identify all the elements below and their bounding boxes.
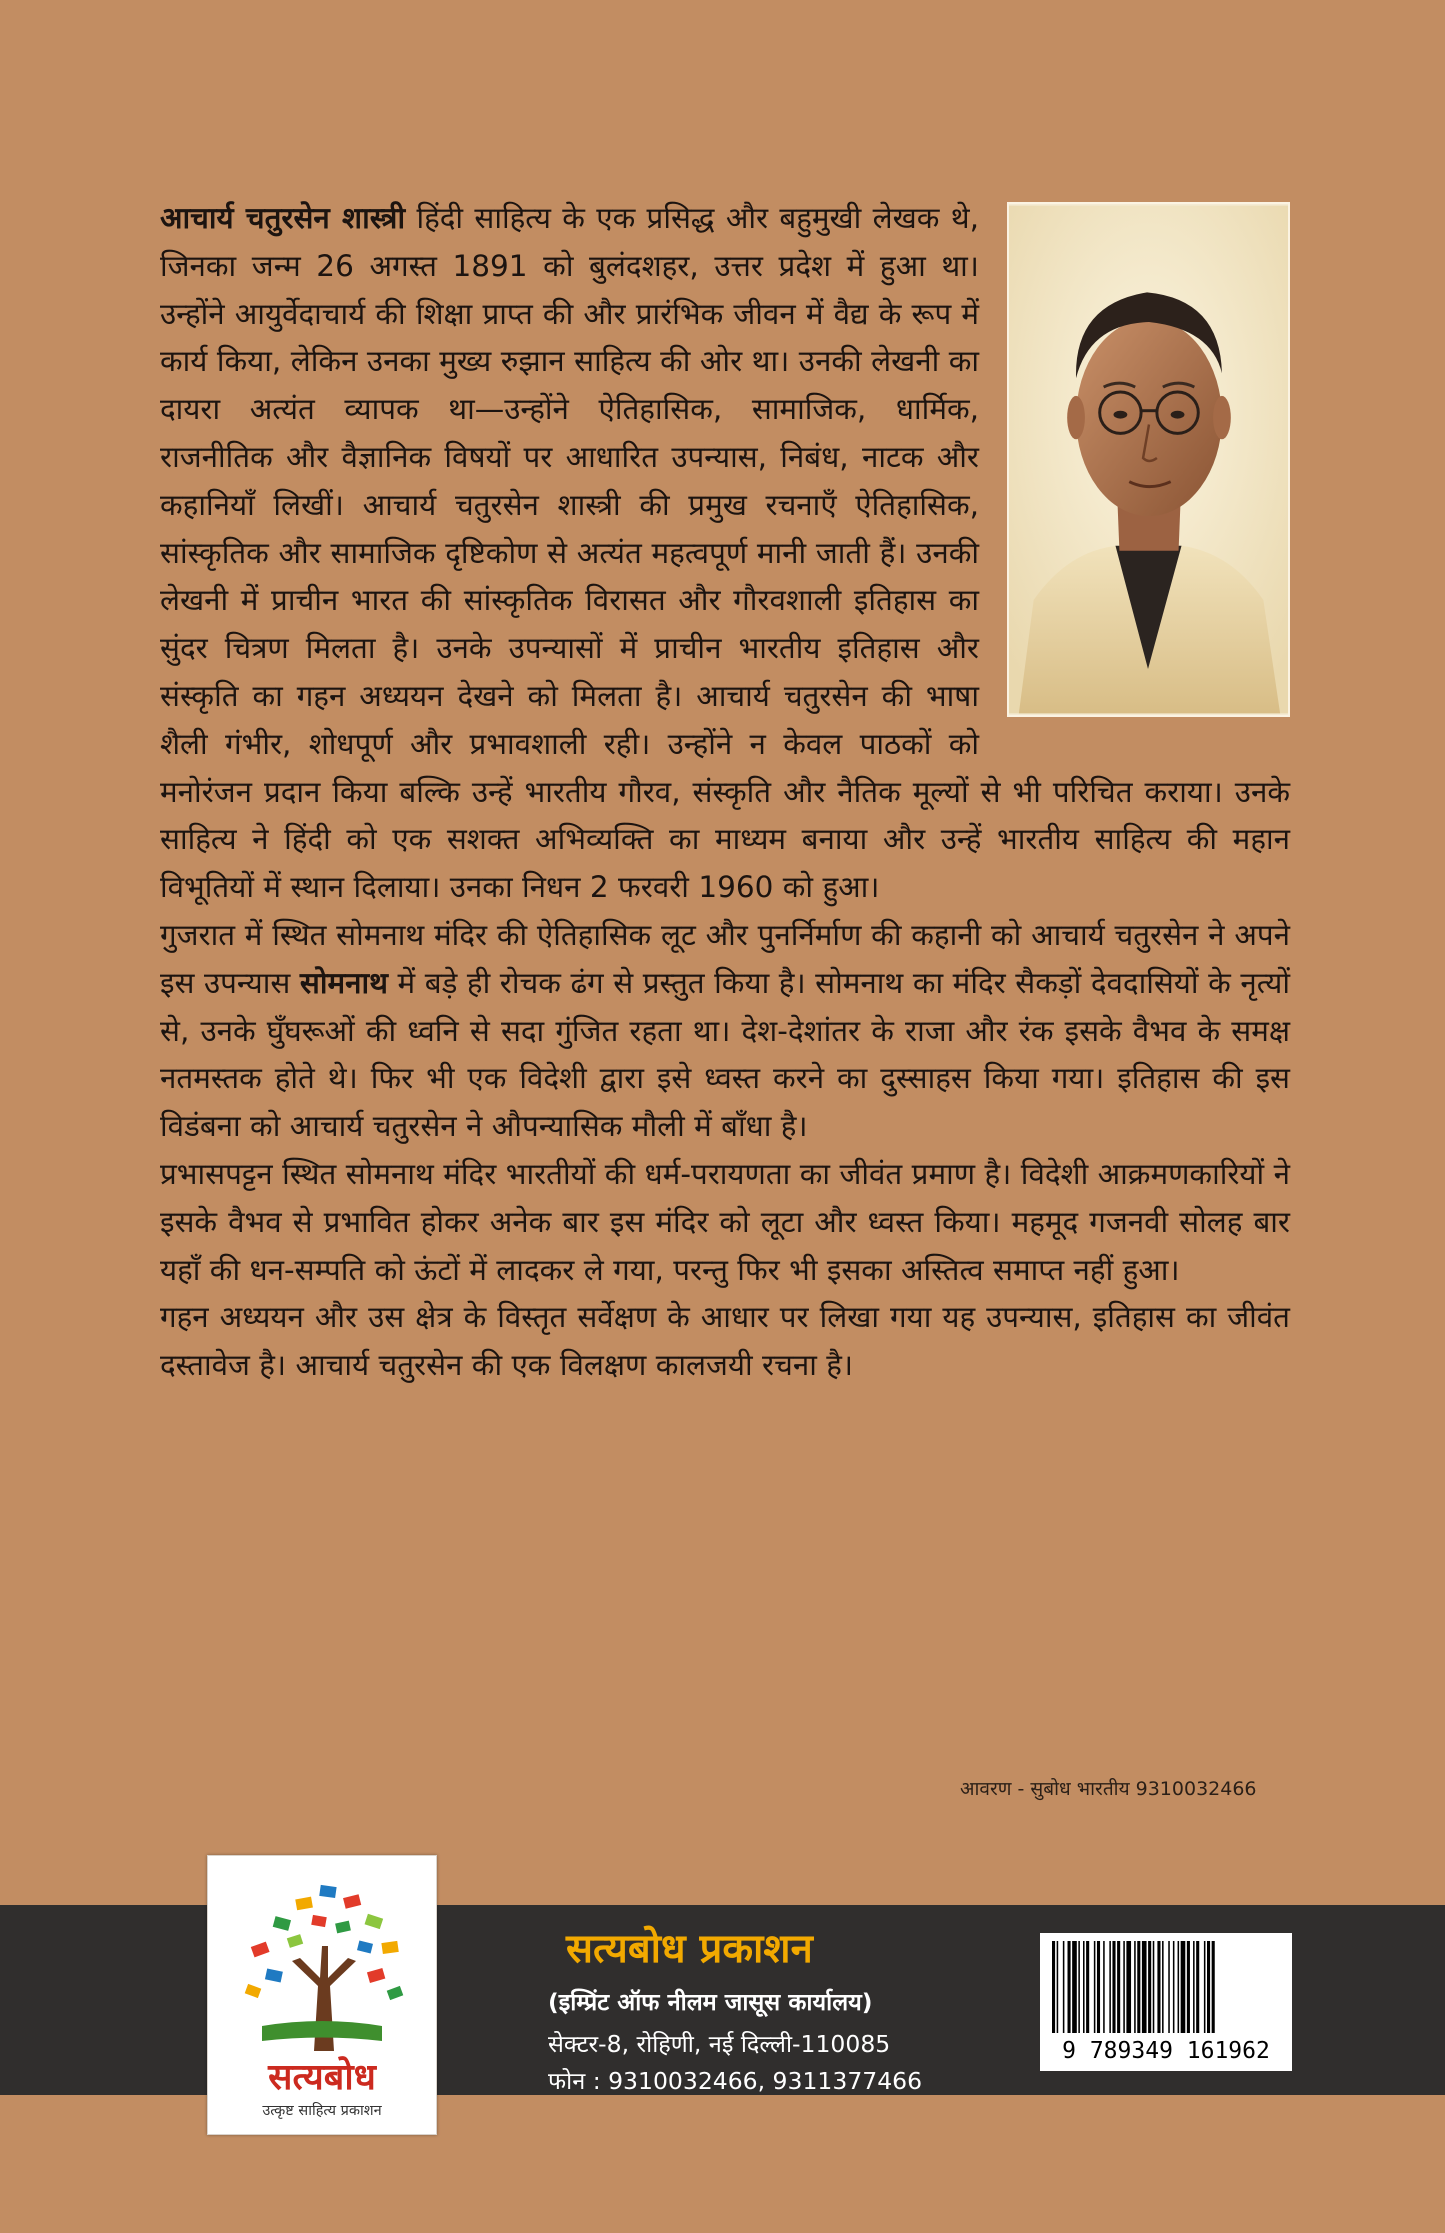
- barcode-bar: [1112, 1941, 1115, 2033]
- isbn-barcode: [1040, 1933, 1292, 2071]
- publisher-logo: [207, 1855, 437, 2135]
- author-bio-text: हिंदी साहित्य के एक प्रसिद्ध और बहुमुखी लेखक थे, जिनका जन्म 26 अगस्त 1891 को बुलंदशहर, उत्तर प्रदेश में हुआ था। उन्होंने आयुर्वेदाचार्य की शिक्षा प्राप्त की और प्रारंभिक जीवन में वैद्य के रूप में कार्य किया, लेकिन उनका मुख्य रुझान साहित्य की ओर था। उनकी लेखनी का दायरा अत्यंत व्यापक था—उन्होंने ऐतिहासिक, सामाजिक, धार्मिक, राजनीतिक और वैज्ञानिक विषयों पर आधारित उपन्यास, निबंध, नाटक और कहानियाँ लिखीं। आचार्य चतुरसेन शास्त्री की प्रमुख रचनाएँ ऐतिहासिक, सांस्कृतिक और सामाजिक दृष्टिकोण से अत्यंत महत्वपूर्ण मानी जाती हैं। उनकी लेखनी में प्राचीन भारत की सांस्कृतिक विरासत और गौरवशाली इतिहास का सुंदर चित्रण मिलता है। उनके उपन्यासों में प्राचीन भारतीय इतिहास और संस्कृति का गहन अध्ययन देखने को मिलता है। आचार्य चतुरसेन की भाषा शैली गंभीर, शोधपूर्ण और प्रभावशाली रही। उन्होंने न केवल पाठकों को मनोरंजन प्रदान किया बल्कि उन्हें भारतीय गौरव, संस्कृति और नैतिक मूल्यों से भी परिचित कराया। उनके साहित्य ने हिंदी को एक सशक्त अभिव्यक्ति का माध्यम बनाया और उन्हें भारतीय साहित्य की महान विभूतियों में स्थान दिलाया। उनका निधन 2 फरवरी 1960 को हुआ।: [160, 201, 1290, 905]
- barcode-bar: [1126, 1941, 1131, 2033]
- barcode-bar: [1157, 1941, 1160, 2033]
- tree-books-icon: [222, 1866, 422, 2056]
- barcode-bar: [1086, 1941, 1089, 2033]
- barcode-bar: [1178, 1941, 1180, 2033]
- barcode-bar: [1142, 1941, 1147, 2033]
- author-name: आचार्य चतुरसेन शास्त्री: [160, 201, 406, 235]
- publisher-name: सत्यबोध प्रकाशन: [566, 1926, 813, 1972]
- barcode-bar: [1193, 1941, 1195, 2033]
- barcode-bar: [1072, 1941, 1077, 2033]
- logo-name: सत्यबोध: [268, 2057, 376, 2098]
- barcode-bar: [1083, 1941, 1085, 2033]
- barcode-bar: [1123, 1941, 1125, 2033]
- barcode-bar: [1212, 1941, 1215, 2033]
- cover-credit: आवरण - सुबोध भारतीय 9310032466: [960, 1778, 1257, 1800]
- barcode-bar: [1103, 1941, 1105, 2033]
- author-portrait: [1007, 202, 1290, 717]
- barcode-bar: [1109, 1941, 1111, 2033]
- somnath-paragraph: [160, 912, 1290, 1151]
- barcode-bar: [1207, 1941, 1210, 2033]
- logo-tagline: उत्कृष्ट साहित्य प्रकाशन: [262, 2103, 382, 2119]
- barcode-bar: [1196, 1941, 1199, 2033]
- publisher-phone: फोन : 9310032466, 9311377466: [548, 2067, 923, 2095]
- publisher-address: सेक्टर-8, रोहिणी, नई दिल्ली-110085: [548, 2030, 891, 2058]
- barcode-bar: [1204, 1941, 1206, 2033]
- barcode-digits: 9 789349 161962: [1062, 2038, 1270, 2064]
- somnath-text-before: गुजरात में स्थित सोमनाथ मंदिर की ऐतिहासिक लूट और पुनर्निर्माण की कहानी को आचार्य चतुरसेन ने अपने इस उपन्यास: [160, 917, 1290, 1000]
- barcode-bar: [1057, 1941, 1059, 2033]
- barcode-bar: [1137, 1941, 1140, 2033]
- barcode-bars: [1048, 1941, 1284, 2037]
- barcode-bar: [1134, 1941, 1136, 2033]
- back-cover-text: [160, 195, 1290, 1390]
- closing-paragraph: गहन अध्ययन और उस क्षेत्र के विस्तृत सर्वेक्षण के आधार पर लिखा गया यह उपन्यास, इतिहास का जीवंत दस्तावेज है। आचार्य चतुरसेन की एक विलक्षण कालजयी रचना है।: [160, 1300, 1290, 1383]
- barcode-bar: [1168, 1941, 1170, 2033]
- barcode-bar: [1063, 1941, 1065, 2033]
- barcode-bar: [1148, 1941, 1151, 2033]
- barcode-bar: [1117, 1941, 1120, 2033]
- barcode-bar: [1097, 1941, 1100, 2033]
- novel-title: सोमनाथ: [299, 965, 388, 1000]
- barcode-bar: [1162, 1941, 1164, 2033]
- barcode-bar: [1173, 1941, 1175, 2033]
- barcode-bar: [1078, 1941, 1080, 2033]
- barcode-bar: [1068, 1941, 1071, 2033]
- somnath-text-after: में बड़े ही रोचक ढंग से प्रस्तुत किया है। सोमनाथ का मंदिर सैकड़ों देवदासियों के नृत्यों से, उनके घुँघरूओं की ध्वनि से सदा गुंजित रहता था। देश-देशांतर के राजा और रंक इसके वैभव के समक्ष नतमस्तक होते थे। फिर भी एक विदेशी द्वारा इसे ध्वस्त करने का दुस्साहस किया गया। इतिहास की इस विडंबना को आचार्य चतुरसेन ने औपन्यासिक मौली में बाँधा है।: [160, 965, 1290, 1144]
- barcode-bar: [1052, 1941, 1055, 2033]
- author-portrait-illustration: [1009, 204, 1288, 715]
- prabhas-paragraph: प्रभासपट्टन स्थित सोमनाथ मंदिर भारतीयों की धर्म-परायणता का जीवंत प्रमाण है। विदेशी आक्रमणकारियों ने इसके वैभव से प्रभावित होकर अनेक बार इस मंदिर को लूटा और ध्वस्त किया। महमूद गजनवी सोलह बार यहाँ की धन-सम्पति को ऊंटों में लादकर ले गया, परन्तु फिर भी इसका अस्तित्व समाप्त नहीं हुआ।: [160, 1156, 1290, 1287]
- barcode-bar: [1094, 1941, 1096, 2033]
- barcode-bar: [1187, 1941, 1190, 2033]
- publisher-imprint: (इम्प्रिंट ऑफ नीलम जासूस कार्यालय): [548, 1988, 873, 2016]
- barcode-bar: [1181, 1941, 1186, 2033]
- barcode-bar: [1153, 1941, 1155, 2033]
